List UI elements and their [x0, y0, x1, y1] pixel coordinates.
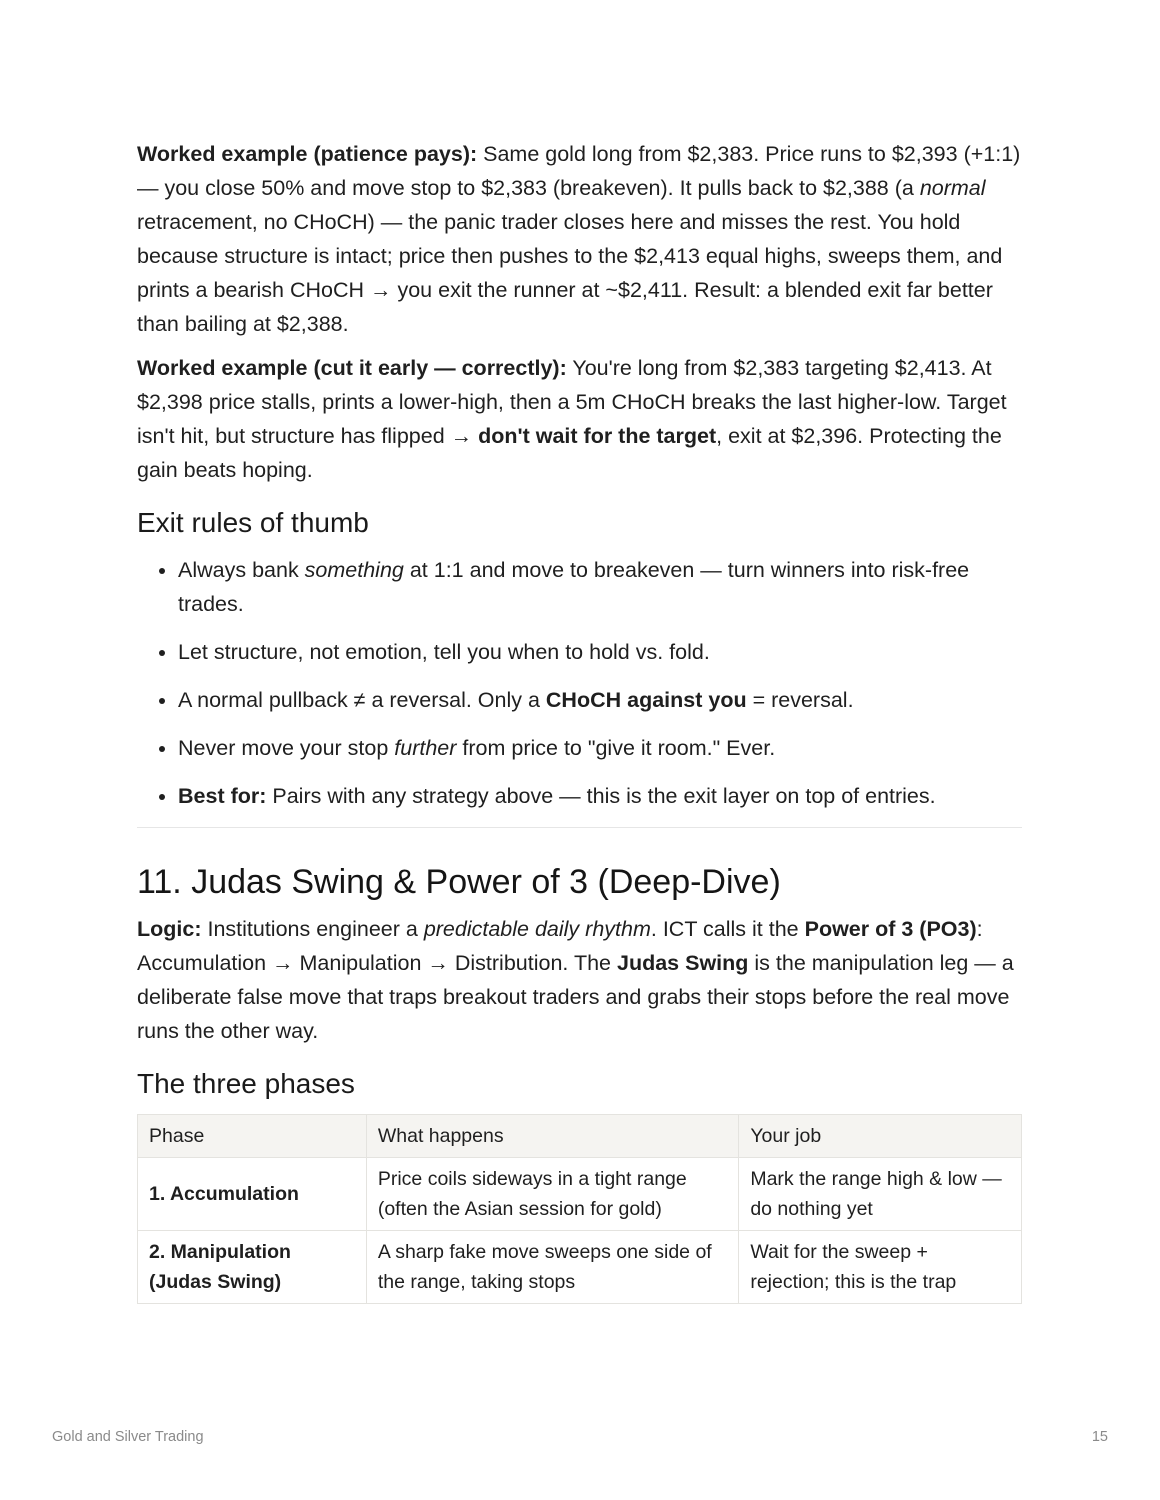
phases-heading: The three phases: [137, 1068, 355, 1099]
table-header-row: [138, 1115, 1022, 1158]
list-item: • A normal pullback ≠ a reversal. Only a CHoCH against you = reversal.: [178, 683, 1022, 717]
section-title: 11. Judas Swing & Power of 3 (Deep-Dive): [137, 863, 781, 901]
exit-rules-list: [137, 553, 1022, 813]
section-divider: [137, 827, 1022, 828]
list-item: • Always bank something at 1:1 and move to breakeven — turn winners into risk-free trades.: [178, 553, 1022, 621]
table-row: [138, 1231, 1022, 1304]
footer-document-title: Gold and Silver Trading: [52, 1429, 204, 1445]
table-cell: 2. Manipulation (Judas Swing): [138, 1231, 367, 1304]
table-cell: Price coils sideways in a tight range (often the Asian session for gold): [366, 1158, 738, 1231]
worked-example-cut-early: Worked example (cut it early — correctly): You're long from $2,383 targeting $2,413. At $2,398 price stalls, prints a lower-high, then a 5m CHoCH breaks the last higher-low. Target isn't hit, but structure has flipped → don't wait for the target, exit at $2,396. Protecting the gain beats hoping.: [137, 356, 1007, 482]
page-content: [137, 137, 1022, 1304]
column-header-what-happens: What happens: [366, 1115, 738, 1158]
footer-page-number: 15: [1091, 1429, 1108, 1445]
table-cell: Mark the range high & low — do nothing yet: [739, 1158, 1022, 1231]
example-label: Worked example (patience pays):: [137, 142, 478, 166]
table-cell: A sharp fake move sweeps one side of the range, taking stops: [366, 1231, 738, 1304]
list-item: • Let structure, not emotion, tell you when to hold vs. fold.: [178, 635, 1022, 669]
worked-example-patience: Worked example (patience pays): Same gold long from $2,383. Price runs to $2,393 (+1:1) — you close 50% and move stop to $2,383 (breakeven). It pulls back to $2,388 (a normal retracement, no CHoCH) — the panic trader closes here and misses the rest. You hold because structure is intact; price then pushes to the $2,413 equal highs, sweeps them, and prints a bearish CHoCH → you exit the runner at ~$2,411. Result: a blended exit far better than bailing at $2,388.: [137, 142, 1021, 336]
exit-rules-heading: Exit rules of thumb: [137, 507, 369, 538]
list-item: • Never move your stop further from price to "give it room." Ever.: [178, 731, 1022, 765]
table-cell: Wait for the sweep + rejection; this is the trap: [739, 1231, 1022, 1304]
phases-table: [137, 1114, 1022, 1304]
column-header-phase: Phase: [138, 1115, 367, 1158]
example-label: Worked example (cut it early — correctly):: [137, 356, 567, 380]
table-cell: 1. Accumulation: [138, 1158, 367, 1231]
list-item: • Best for: Pairs with any strategy above — this is the exit layer on top of entries.: [178, 779, 1022, 813]
column-header-your-job: Your job: [739, 1115, 1022, 1158]
table-row: [138, 1158, 1022, 1231]
logic-paragraph: Logic: Institutions engineer a predictable daily rhythm. ICT calls it the Power of 3 (PO3): Accumulation → Manipulation → Distribution. The Judas Swing is the manipulation leg — a deliberate false move that traps breakout traders and grabs their stops before the real move runs the other way.: [137, 917, 1014, 1043]
